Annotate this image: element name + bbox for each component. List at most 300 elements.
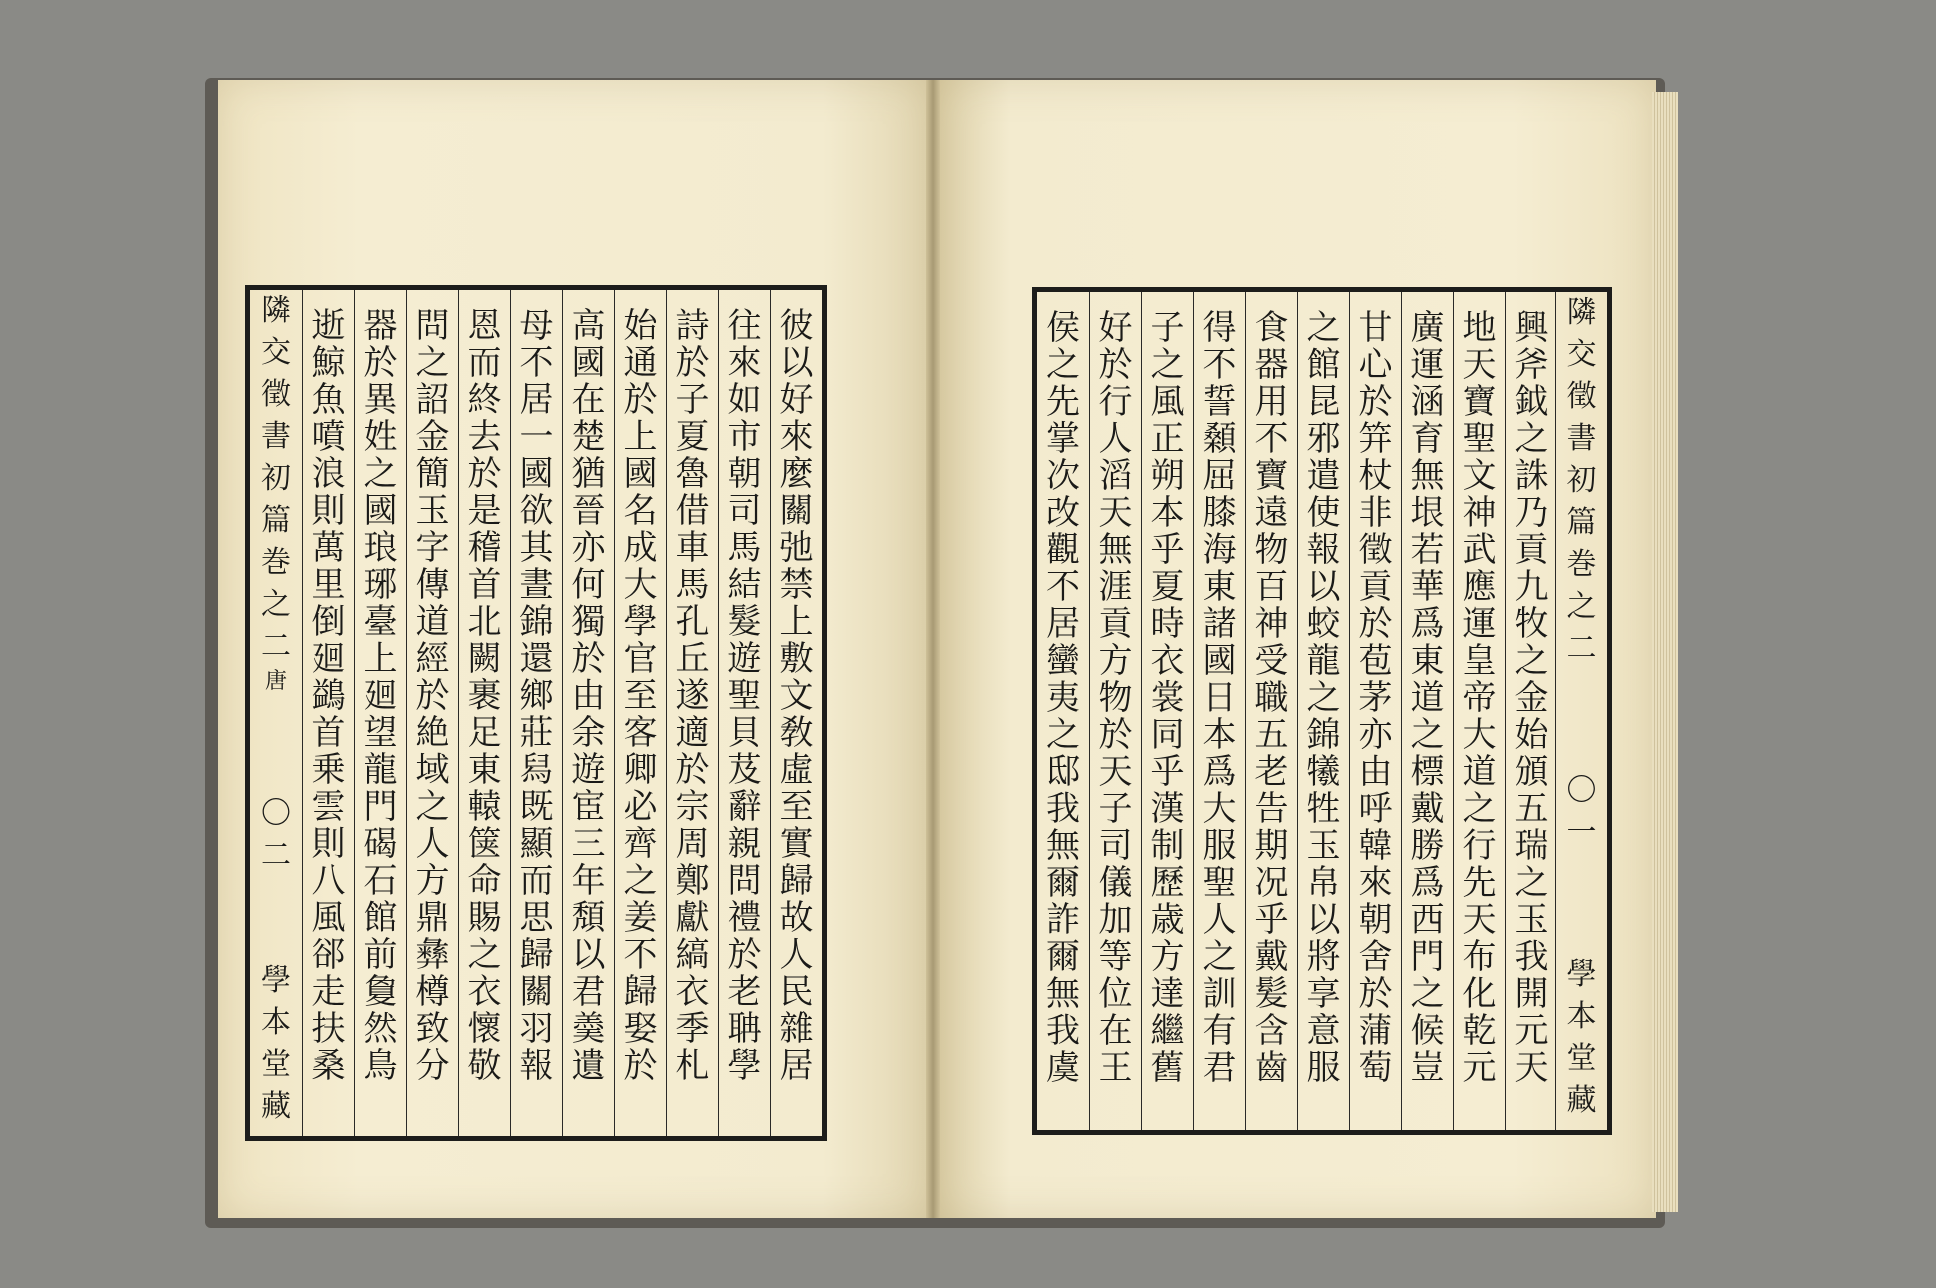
text-char: 顙 xyxy=(1202,419,1237,459)
text-char: 關 xyxy=(519,972,554,1012)
left-margin-volume xyxy=(261,542,291,668)
margin-char: 之 xyxy=(261,587,291,622)
text-char: 海 xyxy=(1202,530,1237,570)
text-char: 觀 xyxy=(1046,530,1080,570)
text-char: 誓 xyxy=(1202,382,1237,422)
text-char: 札 xyxy=(675,1046,710,1086)
text-char: 名 xyxy=(623,491,658,531)
text-char: 人 xyxy=(1098,419,1133,459)
text-char: 器 xyxy=(363,306,398,346)
left-text-column xyxy=(354,290,406,1136)
text-char: 丘 xyxy=(675,639,710,679)
text-char: 候 xyxy=(1410,1011,1445,1051)
text-char: 茅 xyxy=(1358,678,1393,718)
right-text-frame xyxy=(1032,287,1612,1135)
right-margin-volume xyxy=(1567,544,1597,670)
text-char: 季 xyxy=(675,1009,710,1049)
text-char: 琊 xyxy=(363,565,398,605)
text-char: 詐 xyxy=(1046,900,1080,940)
text-char: 之 xyxy=(415,343,450,383)
text-char: 不 xyxy=(1202,345,1237,385)
text-char: 國 xyxy=(571,343,606,383)
text-char: 乎 xyxy=(1150,530,1185,570)
text-char: 卿 xyxy=(623,750,658,790)
text-char: 涵 xyxy=(1410,382,1445,422)
text-char: 儀 xyxy=(1098,863,1133,903)
text-char: 廣 xyxy=(1410,308,1445,348)
text-char: 司 xyxy=(727,491,762,531)
text-char: 以 xyxy=(1306,900,1341,940)
text-char: 遺 xyxy=(571,1046,606,1086)
text-char: 國 xyxy=(519,454,554,494)
text-char: 老 xyxy=(727,972,762,1012)
text-char: 聃 xyxy=(727,1009,762,1049)
text-char: 首 xyxy=(467,565,502,605)
text-char: 萄 xyxy=(1358,1048,1393,1088)
text-char: 魯 xyxy=(675,454,710,494)
right-text-column xyxy=(1141,292,1193,1130)
text-char: 如 xyxy=(727,380,762,420)
text-char: 上 xyxy=(779,602,814,642)
text-char: 甘 xyxy=(1358,308,1393,348)
text-char: 晝 xyxy=(519,565,554,605)
text-char: 鉞 xyxy=(1514,382,1549,422)
text-char: 次 xyxy=(1046,456,1080,496)
text-char: 於 xyxy=(415,676,450,716)
text-char: 行 xyxy=(1098,382,1133,422)
text-char: 之 xyxy=(1046,345,1080,385)
text-char: 元 xyxy=(1462,1048,1497,1088)
text-char: 賜 xyxy=(467,898,502,938)
text-char: 同 xyxy=(1150,715,1185,755)
text-char: 通 xyxy=(623,343,658,383)
margin-char: 書 xyxy=(261,419,291,454)
text-char: 字 xyxy=(415,528,450,568)
text-char: 不 xyxy=(519,343,554,383)
text-char: 天 xyxy=(1462,900,1497,940)
text-char: 樽 xyxy=(415,972,450,1012)
text-char: 居 xyxy=(779,1046,814,1086)
text-char: 時 xyxy=(1150,604,1185,644)
text-char: 人 xyxy=(779,935,814,975)
text-char: 由 xyxy=(1358,752,1393,792)
text-char: 衣 xyxy=(675,972,710,1012)
text-char: 去 xyxy=(467,417,502,457)
text-char: 辭 xyxy=(727,787,762,827)
text-char: 爲 xyxy=(1410,863,1445,903)
text-char: 成 xyxy=(623,528,658,568)
margin-char: 學 xyxy=(1566,957,1597,992)
text-char: 東 xyxy=(1410,641,1445,681)
text-char: 望 xyxy=(363,713,398,753)
text-char: 欲 xyxy=(519,491,554,531)
text-char: 獻 xyxy=(675,898,710,938)
text-char: 闕 xyxy=(467,639,502,679)
text-char: 恩 xyxy=(467,306,502,346)
margin-char: 唐 xyxy=(264,669,287,694)
text-char: 我 xyxy=(1514,937,1549,977)
text-char: 倒 xyxy=(311,602,346,642)
margin-char: 本 xyxy=(261,1005,291,1040)
text-char: 我 xyxy=(1046,1011,1080,1051)
text-char: 關 xyxy=(779,491,814,531)
margin-char: 二 xyxy=(261,838,291,873)
margin-char: 二 xyxy=(261,629,291,664)
text-char: 亦 xyxy=(571,528,606,568)
text-char: 聖 xyxy=(727,676,762,716)
text-char: 噴 xyxy=(311,417,346,457)
text-char: 舄 xyxy=(519,750,554,790)
margin-char: 篇 xyxy=(261,503,291,538)
text-char: 爲 xyxy=(1202,752,1237,792)
text-char: 侯 xyxy=(1046,308,1080,348)
text-char: 人 xyxy=(415,824,450,864)
text-char: 之 xyxy=(1202,937,1237,977)
text-char: 乗 xyxy=(311,750,346,790)
text-char: 物 xyxy=(1098,678,1133,718)
text-char: 加 xyxy=(1098,900,1133,940)
text-char: 懷 xyxy=(467,1009,502,1049)
text-char: 以 xyxy=(571,935,606,975)
margin-char: 堂 xyxy=(261,1047,291,1082)
margin-char: 篇 xyxy=(1566,505,1597,540)
text-char: 魚 xyxy=(311,380,346,420)
text-char: 國 xyxy=(623,454,658,494)
text-char: 簡 xyxy=(415,454,450,494)
text-char: 遊 xyxy=(727,639,762,679)
text-char: 好 xyxy=(1098,308,1133,348)
text-char: 不 xyxy=(1254,419,1289,459)
text-char: 在 xyxy=(1098,1011,1133,1051)
text-char: 五 xyxy=(1254,715,1289,755)
text-char: 齒 xyxy=(1254,1048,1289,1088)
text-char: 上 xyxy=(363,639,398,679)
text-char: 往 xyxy=(727,306,762,346)
text-char: 方 xyxy=(1098,641,1133,681)
text-char: 歸 xyxy=(623,972,658,1012)
text-char: 羽 xyxy=(519,1009,554,1049)
text-char: 馬 xyxy=(727,528,762,568)
text-char: 玉 xyxy=(415,491,450,531)
text-char: 歸 xyxy=(519,935,554,975)
text-char: 使 xyxy=(1306,493,1341,533)
right-text-column xyxy=(1453,292,1505,1130)
margin-char: 堂 xyxy=(1566,1041,1597,1076)
text-char: 晉 xyxy=(571,491,606,531)
text-char: 域 xyxy=(415,750,450,790)
text-char: 諸 xyxy=(1202,604,1237,644)
text-char: 用 xyxy=(1254,382,1289,422)
text-char: 子 xyxy=(675,380,710,420)
text-char: 萬 xyxy=(311,528,346,568)
text-char: 訓 xyxy=(1202,974,1237,1014)
text-char: 風 xyxy=(311,898,346,938)
text-char: 於 xyxy=(623,1046,658,1086)
text-char: 郤 xyxy=(311,935,346,975)
text-char: 雜 xyxy=(779,1009,814,1049)
text-char: 禮 xyxy=(727,898,762,938)
text-char: 滔 xyxy=(1098,456,1133,496)
text-char: 母 xyxy=(519,306,554,346)
right-text-column xyxy=(1089,292,1141,1130)
left-text-column xyxy=(770,290,822,1136)
right-margin-title xyxy=(1567,292,1597,544)
text-char: 天 xyxy=(1514,1048,1549,1088)
text-char: 於 xyxy=(623,380,658,420)
text-char: 况 xyxy=(1254,863,1289,903)
text-char: 報 xyxy=(1306,530,1341,570)
text-char: 髮 xyxy=(727,602,762,642)
text-char: 鄭 xyxy=(675,861,710,901)
text-char: 亦 xyxy=(1358,715,1393,755)
text-char: 之 xyxy=(1046,715,1080,755)
text-char: 無 xyxy=(1046,974,1080,1014)
text-char: 琅 xyxy=(363,528,398,568)
text-char: 獨 xyxy=(571,602,606,642)
text-char: 詩 xyxy=(675,306,710,346)
text-char: 金 xyxy=(1514,678,1549,718)
book-gutter xyxy=(926,80,940,1218)
text-char: 於 xyxy=(1358,604,1393,644)
text-char: 遂 xyxy=(675,676,710,716)
text-char: 年 xyxy=(571,861,606,901)
text-char: 人 xyxy=(1202,900,1237,940)
text-char: 邸 xyxy=(1046,752,1080,792)
text-char: 芨 xyxy=(727,750,762,790)
text-char: 詔 xyxy=(415,380,450,420)
text-char: 孔 xyxy=(675,602,710,642)
text-char: 遠 xyxy=(1254,493,1289,533)
text-char: 敷 xyxy=(779,639,814,679)
text-char: 絶 xyxy=(415,713,450,753)
text-char: 之 xyxy=(467,935,502,975)
text-char: 問 xyxy=(415,306,450,346)
text-char: 官 xyxy=(623,639,658,679)
text-char: 貝 xyxy=(727,713,762,753)
text-char: 司 xyxy=(1098,826,1133,866)
text-char: 子 xyxy=(1150,308,1185,348)
margin-char: 交 xyxy=(1566,337,1597,372)
text-char: 大 xyxy=(1462,715,1497,755)
text-char: 君 xyxy=(1202,1048,1237,1088)
text-char: 標 xyxy=(1410,752,1445,792)
text-char: 余 xyxy=(571,713,606,753)
text-char: 老 xyxy=(1254,752,1289,792)
text-char: 麼 xyxy=(779,454,814,494)
text-char: 涯 xyxy=(1098,567,1133,607)
text-char: 物 xyxy=(1254,530,1289,570)
text-char: 東 xyxy=(467,750,502,790)
text-char: 心 xyxy=(1358,345,1393,385)
text-char: 楚 xyxy=(571,417,606,457)
text-char: 笄 xyxy=(1358,419,1393,459)
text-char: 結 xyxy=(727,565,762,605)
text-char: 不 xyxy=(623,935,658,975)
text-char: 姜 xyxy=(623,898,658,938)
text-char: 問 xyxy=(727,861,762,901)
text-char: 本 xyxy=(1150,493,1185,533)
text-char: 市 xyxy=(727,417,762,457)
text-char: 至 xyxy=(779,787,814,827)
text-char: 逝 xyxy=(311,306,346,346)
text-char: 夏 xyxy=(675,417,710,457)
text-char: 勝 xyxy=(1410,826,1445,866)
text-char: 學 xyxy=(623,602,658,642)
margin-char: 徵 xyxy=(1566,379,1597,414)
text-char: 牧 xyxy=(1514,604,1549,644)
text-char: 頽 xyxy=(571,898,606,938)
text-char: 虛 xyxy=(779,750,814,790)
text-char: 先 xyxy=(1462,863,1497,903)
left-text-column xyxy=(562,290,614,1136)
left-margin-publisher xyxy=(261,960,291,1128)
text-char: 服 xyxy=(1306,1048,1341,1088)
left-margin-page xyxy=(261,793,291,877)
text-char: 天 xyxy=(1098,752,1133,792)
text-char: 之 xyxy=(1462,789,1497,829)
margin-char: 二 xyxy=(1566,631,1597,666)
text-char: 來 xyxy=(779,417,814,457)
text-char: 戴 xyxy=(1410,789,1445,829)
text-char: 始 xyxy=(623,306,658,346)
text-char: 邪 xyxy=(1306,419,1341,459)
text-char: 享 xyxy=(1306,974,1341,1014)
text-char: 則 xyxy=(311,824,346,864)
margin-char: 巻 xyxy=(261,545,291,580)
text-char: 居 xyxy=(1046,604,1080,644)
text-char: 瑞 xyxy=(1514,826,1549,866)
text-char: 韓 xyxy=(1358,826,1393,866)
text-char: 之 xyxy=(1514,419,1549,459)
text-char: 碣 xyxy=(363,824,398,864)
text-char: 裹 xyxy=(467,676,502,716)
left-text-column xyxy=(458,290,510,1136)
text-char: 地 xyxy=(1462,308,1497,348)
text-char: 乃 xyxy=(1514,493,1549,533)
text-char: 龍 xyxy=(363,750,398,790)
text-char: 布 xyxy=(1462,937,1497,977)
margin-char: 〇 xyxy=(1566,773,1597,808)
text-char: 於 xyxy=(727,935,762,975)
text-char: 然 xyxy=(363,1009,398,1049)
text-char: 門 xyxy=(363,787,398,827)
text-char: 本 xyxy=(1202,715,1237,755)
text-char: 借 xyxy=(675,491,710,531)
text-char: 經 xyxy=(415,639,450,679)
text-char: 至 xyxy=(623,676,658,716)
text-char: 改 xyxy=(1046,493,1080,533)
text-char: 皇 xyxy=(1462,641,1497,681)
text-char: 食 xyxy=(1254,308,1289,348)
text-char: 彼 xyxy=(779,306,814,346)
text-char: 浪 xyxy=(311,454,346,494)
text-char: 西 xyxy=(1410,900,1445,940)
left-text-column xyxy=(614,290,666,1136)
margin-char: 書 xyxy=(1566,421,1597,456)
text-char: 里 xyxy=(311,565,346,605)
margin-char: 〇 xyxy=(261,796,291,831)
text-char: 弛 xyxy=(779,528,814,568)
text-char: 臺 xyxy=(363,602,398,642)
right-margin-page xyxy=(1567,770,1597,854)
text-char: 玉 xyxy=(1306,826,1341,866)
text-char: 位 xyxy=(1098,974,1133,1014)
text-char: 實 xyxy=(779,824,814,864)
text-char: 親 xyxy=(727,824,762,864)
text-char: 元 xyxy=(1514,1011,1549,1051)
text-char: 宗 xyxy=(675,787,710,827)
text-char: 將 xyxy=(1306,937,1341,977)
text-char: 居 xyxy=(519,380,554,420)
margin-char: 交 xyxy=(261,335,291,370)
text-char: 君 xyxy=(571,972,606,1012)
text-char: 首 xyxy=(311,713,346,753)
margin-char: 本 xyxy=(1566,999,1597,1034)
left-margin-title xyxy=(261,290,291,542)
text-char: 聖 xyxy=(1462,419,1497,459)
text-char: 虞 xyxy=(1046,1048,1080,1088)
margin-char: 一 xyxy=(1566,815,1597,850)
text-char: 乾 xyxy=(1462,1011,1497,1051)
text-char: 運 xyxy=(1462,604,1497,644)
margin-char: 巻 xyxy=(1566,547,1597,582)
text-char: 興 xyxy=(1514,308,1549,348)
text-char: 方 xyxy=(415,861,450,901)
margin-char: 初 xyxy=(261,461,291,496)
text-char: 必 xyxy=(623,787,658,827)
text-char: 雲 xyxy=(311,787,346,827)
text-char: 於 xyxy=(571,639,606,679)
text-char: 前 xyxy=(363,935,398,975)
text-char: 大 xyxy=(1202,789,1237,829)
text-char: 武 xyxy=(1462,530,1497,570)
text-char: 禁 xyxy=(779,565,814,605)
text-char: 扶 xyxy=(311,1009,346,1049)
text-char: 於 xyxy=(467,454,502,494)
text-char: 於 xyxy=(675,750,710,790)
text-char: 期 xyxy=(1254,826,1289,866)
text-char: 石 xyxy=(363,861,398,901)
text-char: 王 xyxy=(1098,1048,1133,1088)
text-char: 制 xyxy=(1150,826,1185,866)
text-char: 運 xyxy=(1410,345,1445,385)
text-char: 爾 xyxy=(1046,863,1080,903)
text-char: 之 xyxy=(415,787,450,827)
right-text-column xyxy=(1297,292,1349,1130)
text-char: 誅 xyxy=(1514,456,1549,496)
text-char: 頒 xyxy=(1514,752,1549,792)
right-text-column xyxy=(1037,292,1089,1130)
text-char: 來 xyxy=(1358,863,1393,903)
right-text-column xyxy=(1505,292,1557,1130)
text-char: 莊 xyxy=(519,713,554,753)
text-char: 於 xyxy=(1098,715,1133,755)
text-char: 屈 xyxy=(1202,456,1237,496)
text-char: 育 xyxy=(1410,419,1445,459)
text-char: 異 xyxy=(363,380,398,420)
text-char: 於 xyxy=(1358,382,1393,422)
left-text-column xyxy=(302,290,354,1136)
text-char: 乎 xyxy=(1254,900,1289,940)
text-char: 於 xyxy=(363,343,398,383)
text-char: 錦 xyxy=(519,602,554,642)
text-char: 於 xyxy=(675,343,710,383)
text-char: 齊 xyxy=(623,824,658,864)
margin-char: 隣 xyxy=(1566,295,1597,330)
text-char: 而 xyxy=(519,861,554,901)
text-char: 苞 xyxy=(1358,641,1393,681)
text-char: 斧 xyxy=(1514,345,1549,385)
